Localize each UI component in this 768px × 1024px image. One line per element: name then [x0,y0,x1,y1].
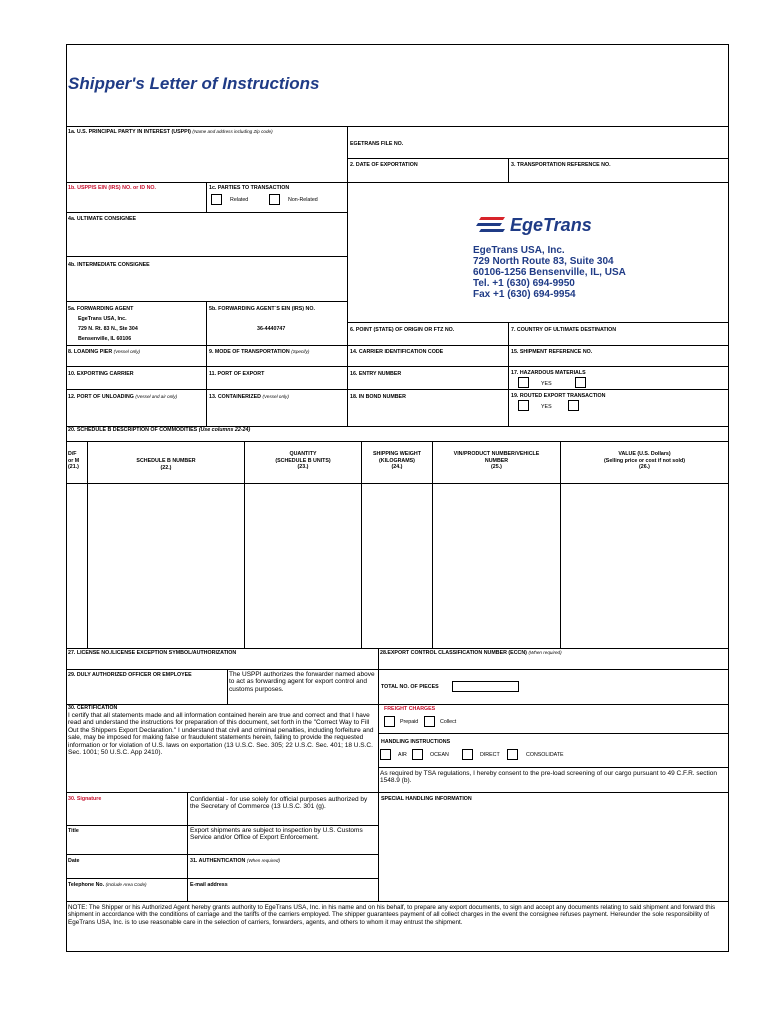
total-pieces-input[interactable] [452,681,519,692]
rule [244,441,245,649]
confidential-text: Confidential - for use solely for official purposes authorized by the Secretary of Commerce (13 U.S.C. 301 (g). [190,796,368,811]
exporting-carrier-label: 10. EXPORTING CARRIER [68,371,134,377]
title-field-label: Title [68,828,79,834]
col-df-header: D/F or M (21.) [68,451,80,470]
fa-ein-value: 36-4440747 [257,326,286,332]
rule [347,158,729,159]
company-city: 60106-1256 Bensenville, IL, USA [473,267,626,278]
rule [66,483,729,484]
email-label: E-mail address [190,882,228,888]
rule [66,792,729,793]
direct-checkbox[interactable] [462,749,473,760]
rule [378,767,729,768]
forwarding-agent-label: 5a. FORWARDING AGENT [68,306,134,312]
rule [66,256,348,257]
rule [66,366,729,367]
rule [347,126,348,426]
rule [187,792,188,901]
entry-number-label: 16. ENTRY NUMBER [350,371,402,377]
note-text: NOTE: The Shipper or his Authorized Agent hereby grants authority to EgeTrans USA, Inc. in his name and on his behalf, to prepare any export documents, to sign and accept any documents relating to said shipment and forward this shipment in accordance with the conditions of carriage and the tariffs of the carriers employed. The shipper guarantees payment of all collect charges in the event the consignee refuses payment. Hereunder the sole responsibility of EgeTrans USA, Inc. is to use reasonable care in the selection of carriers, forwarders, agents, and others to whom it may entrust the shipment. [68,904,716,926]
ocean-label: OCEAN [430,752,449,758]
rule [378,648,379,901]
routed-yes-label: YES [541,404,552,410]
rule [66,212,348,213]
rule [560,441,561,649]
rule [508,158,509,183]
logo-brand-name: EgeTrans [510,215,592,235]
rule [66,878,379,879]
col-schedule-b-header: SCHEDULE B NUMBER (22.) [136,458,196,471]
company-name: EgeTrans USA, Inc. [473,245,565,256]
rule [66,669,729,670]
col-quantity-header: QUANTITY (SCHEDULE B UNITS) (23.) [275,451,331,470]
fa-ein-label: 5b. FORWARDING AGENT´S EIN (IRS) NO. [209,306,315,312]
company-fax: Fax +1 (630) 694-9954 [473,289,576,300]
usppi-label: 1a. U.S. PRINCIPAL PARTY IN INTEREST (USPPI) (Name and address including Zip code) [68,129,273,135]
ultimate-consignee-label: 4a. ULTIMATE CONSIGNEE [68,216,137,222]
officer-label: 29. DULY AUTHORIZED OFFICER OR EMPLOYEE [68,672,192,678]
date-field-label: Date [68,858,80,864]
transport-ref-label: 3. TRANSPORTATION REFERENCE NO. [511,162,611,168]
forwarding-agent-line2: 729 N. Rt. 83 N., Ste 304 [78,326,138,332]
company-street: 729 North Route 83, Suite 304 [473,256,614,267]
forwarding-agent-line3: Bensenville, IL 60106 [78,336,132,342]
consolidate-checkbox[interactable] [507,749,518,760]
ocean-checkbox[interactable] [412,749,423,760]
prepaid-label: Prepaid [400,719,419,725]
collect-checkbox[interactable] [424,716,435,727]
consolidate-label: CONSOLIDATE [526,752,564,758]
hazardous-yes-checkbox[interactable] [518,377,529,388]
authentication-label: 31. AUTHENTICATION (When required) [190,858,281,864]
carrier-id-label: 14. CARRIER IDENTIFICATION CODE [350,349,444,355]
total-pieces-label: TOTAL NO. OF PIECES [381,684,439,690]
port-unloading-label: 12. PORT OF UNLOADING (Vessel and air only) [68,394,178,400]
rule [66,441,729,442]
shipment-ref-label: 15. SHIPMENT REFERENCE NO. [511,349,593,355]
certification-text: I certify that all statements made and all information contained herein are true and correct and that I have read and understand the instructions for preparation of this document, set forth in the "Correct Way to Fill Out the Shippers Export Declaration." I understand that civil and criminal penalties, including forfeiture and sale, may be imposed for making false or fraudulent statements herein, failing to provide the requested information or for violation of U.S. laws on exportation (13 U.S.C. Sec. 305; 22 U.S.C. Sec. 401; 18 U.S.C. Sec. 1001; 50 U.S.C. App 2410). [68,712,374,757]
date-export-label: 2. DATE OF EXPORTATION [350,162,418,168]
rule [66,126,729,127]
export-inspection-text: Export shipments are subject to inspection by U.S. Customs Service and/or Office of Export Enforcement. [190,827,363,842]
file-no-label: EGETRANS FILE NO. [350,141,404,147]
rule [87,441,88,649]
rule [227,669,228,704]
hazardous-yes-label: YES [541,381,552,387]
rule [66,301,348,302]
rule [361,441,362,649]
rule [378,733,729,734]
country-dest-label: 7. COUNTRY OF ULTIMATE DESTINATION [511,327,617,333]
forwarding-agent-line1: EgeTrans USA, Inc. [78,316,127,322]
rule [66,704,729,705]
certification-label: 30. CERTIFICATION [68,705,118,711]
containerized-label: 13. CONTAINERIZED (Vessel only) [209,394,289,400]
direct-label: DIRECT [480,752,500,758]
non-related-label: Non-Related [288,197,318,203]
special-handling-label: SPECIAL HANDLING INFORMATION [381,796,472,802]
rule [66,389,729,390]
col-vin-header: VIN/PRODUCT NUMBER/VEHICLE NUMBER (25.) [453,451,540,470]
frame-right [728,44,729,952]
rule [206,301,207,426]
usppi-authorization-text: The USPPI authorizes the forwarder named above to act as forwarding agent for export control and customs purposes. [229,671,375,693]
routed-label: 19. ROUTED EXPORT TRANSACTION [511,393,606,399]
intermediate-consignee-label: 4b. INTERMEDIATE CONSIGNEE [68,262,150,268]
telephone-label: Telephone No. (Include Area Code) [68,882,147,888]
rule [66,182,729,183]
handling-label: HANDLING INSTRUCTIONS [381,739,451,745]
rule [66,854,379,855]
rule [206,182,207,212]
hazardous-label: 17. HAZARDOUS MATERIALS [511,370,586,376]
rule [432,441,433,649]
non-related-checkbox[interactable] [269,194,280,205]
rule [66,901,729,902]
ein-label: 1b. USPPIS EIN (IRS) NO. or ID NO. [68,185,156,191]
frame-top [66,44,729,45]
point-origin-label: 6. POINT (STATE) OF ORIGIN OR FTZ NO. [350,327,455,333]
related-label: Related [230,197,249,203]
air-label: AIR [398,752,407,758]
loading-pier-label: 8. LOADING PIER (Vessel only) [68,349,141,355]
schedule-b-desc-label: 20. SCHEDULE B DESCRIPTION OF COMMODITIES (Use columns 22-24) [68,427,251,433]
signature-label: 30. Signature [68,796,102,802]
hazardous-no-checkbox[interactable] [575,377,586,388]
collect-label: Collect [440,719,457,725]
company-tel: Tel. +1 (630) 694-9950 [473,278,575,289]
col-weight-header: SHIPPING WEIGHT (KILOGRAMS) (24.) [373,451,421,470]
air-checkbox[interactable] [380,749,391,760]
frame-left [66,44,67,952]
mode-transport-label: 9. MODE OF TRANSPORTATION (Specify) [209,349,310,355]
rule [66,825,379,826]
in-bond-label: 18. IN BOND NUMBER [350,394,406,400]
license-label: 27. LICENSE NO./LICENSE EXCEPTION SYMBOL/AUTHORIZATION [68,650,237,656]
col-value-header: VALUE (U.S. Dollars) (Selling price or cost if not sold) (26.) [604,451,685,470]
routed-no-checkbox[interactable] [568,400,579,411]
egetrans-logo-icon [475,214,509,236]
freight-charges-label: FREIGHT CHARGES [384,706,436,712]
page-title: Shipper's Letter of Instructions [68,74,320,93]
rule [66,648,729,649]
related-checkbox[interactable] [211,194,222,205]
rule [66,345,729,346]
rule [508,322,509,426]
port-export-label: 11. PORT OF EXPORT [209,371,265,377]
rule [347,322,729,323]
prepaid-checkbox[interactable] [384,716,395,727]
tsa-consent-text: As required by TSA regulations, I hereby consent to the pre-load screening of our cargo pursuant to 49 C.F.R. section 1548.9 (b). [380,770,717,785]
parties-label: 1c. PARTIES TO TRANSACTION [209,185,290,191]
eccn-label: 28.EXPORT CONTROL CLASSIFICATION NUMBER (ECCN) (When required) [380,650,562,656]
frame-bottom [66,951,729,952]
routed-yes-checkbox[interactable] [518,400,529,411]
